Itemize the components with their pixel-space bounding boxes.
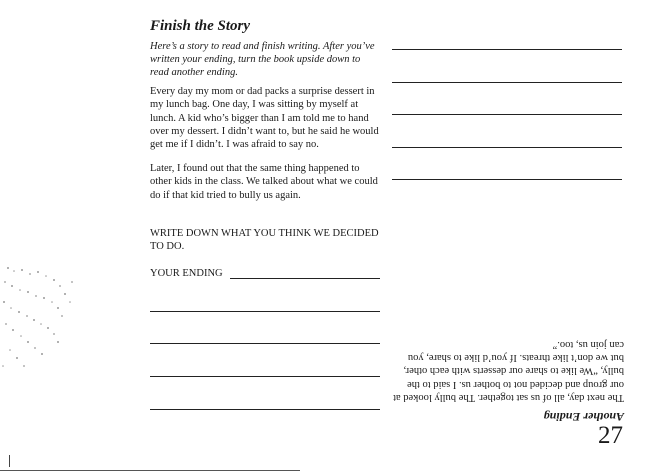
another-ending-upside-down [392,318,624,426]
your-ending-label: YOUR ENDING [150,268,223,279]
writing-line[interactable] [150,343,380,344]
writing-line[interactable] [150,409,380,410]
writing-line[interactable] [392,49,622,50]
scan-speckle [0,262,78,382]
scan-margin-mark [9,455,10,467]
writing-line[interactable] [392,114,622,115]
another-ending-title: Another Ending [543,410,624,424]
another-ending-text: The next day, all of us sat together. The bully looked at our group and decided not to bother us. I said to the bully, “We like to share our desserts with each other, but we don’t like threats. If you’d like to share, you can join us, too.” [393,338,624,403]
page-edge-line [0,470,300,471]
writing-line[interactable] [150,311,380,312]
story-paragraph-1: Every day my mom or dad packs a surprise dessert in my lunch bag. One day, I was sitting by myself at lunch. A kid who’s bigger than I am told me to hand over my dessert. I didn’t want to, but he said he would get me if I didn’t. I was afraid to say no. [150,86,379,151]
writing-line[interactable] [230,278,380,279]
writing-line[interactable] [392,82,622,83]
writing-prompt: WRITE DOWN WHAT YOU THINK WE DECIDED TO DO. [150,228,379,253]
page-number: 27 [598,422,623,449]
story-paragraph-2: Later, I found out that the same thing happened to other kids in the class. We talked about what we could do if that kid tried to bully us again. [150,163,378,201]
writing-line[interactable] [150,376,380,377]
page-title: Finish the Story [150,18,251,34]
writing-line[interactable] [392,147,622,148]
writing-line[interactable] [392,179,622,180]
instructions: Here’s a story to read and finish writing. After you’ve written your ending, turn the book upside down to read another ending. [150,41,375,78]
